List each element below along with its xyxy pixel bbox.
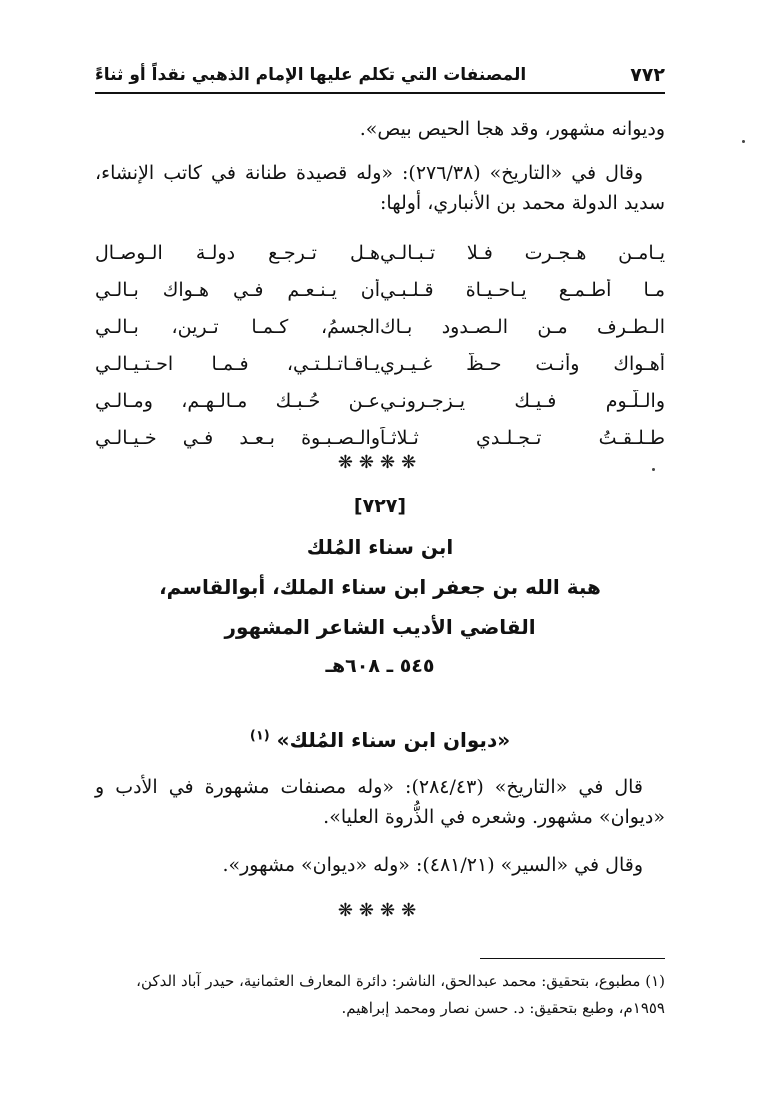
verse-second-hemistich: عـن حُـبـك مـالـهـم، ومـالـي	[95, 389, 380, 412]
print-speck	[652, 468, 655, 471]
verse-first-hemistich: يـامـن هـجـرت فـلا تـبـالـي	[380, 241, 665, 264]
paragraph-poem-intro: وقال في «التاريخ» (٢٧٦/٣٨): «وله قصيدة طنانة في كاتب الإنشاء، سديد الدولة محمد بن الأنباري، أولها:	[95, 162, 665, 214]
verse-first-hemistich: أهـواك وأنـت حـظُّ غـيـري	[380, 352, 665, 375]
paragraph-work-siyar: وقال في «السير» (٤٨١/٢١): «وله «ديوان» مشهور».	[222, 854, 643, 876]
section-separator: ❋❋❋❋	[337, 452, 423, 473]
footnote-marker: (١)	[249, 728, 270, 744]
section-separator: ❋❋❋❋	[337, 900, 423, 921]
verse-first-hemistich: الـطـرف مـن الـصـدود بـاك	[380, 315, 665, 338]
verse-second-hemistich: أن يـنـعـم فـي هـواك بـالـي	[95, 278, 380, 301]
print-speck	[742, 140, 745, 143]
poem-verse	[95, 234, 665, 271]
verse-first-hemistich: طـلـقـتُ تـجـلـدي ثـلاثـاً	[380, 426, 665, 449]
work-title: «ديوان ابن سناء المُلك»	[276, 728, 511, 752]
poem-verse	[95, 345, 665, 382]
entry-full-name: هبة الله بن جعفر ابن سناء الملك، أبوالقاسم،	[159, 575, 601, 599]
poem	[95, 234, 665, 456]
entry-number: [٧٢٧]	[353, 495, 407, 517]
paragraph-continuation: وديوانه مشهور، وقد هجا الحيص بيص».	[359, 118, 665, 140]
verse-second-hemistich: يـاقـاتـلـتـي، فـمـا احـتـيـالـي	[95, 352, 380, 375]
running-title: المصنفات التي تكلم عليها الإمام الذهبي نقداً أو ثناءً	[95, 65, 527, 85]
poem-verse	[95, 271, 665, 308]
entry-dates: ٥٤٥ ـ ٦٠٨هـ	[325, 655, 435, 677]
page-header	[95, 58, 665, 94]
poem-verse	[95, 308, 665, 345]
footnote: (١) مطبوع، بتحقيق: محمد عبدالحق، الناشر: دائرة المعارف العثمانية، حيدر آباد الدكن، ١٩٥٩م، وطبع بتحقيق: د. حسن نصار ومحمد إبراهيم.	[136, 972, 665, 1017]
paragraph-work-tarikh: قال في «التاريخ» (٢٨٤/٤٣): «وله مصنفات مشهورة في الأدب و «ديوان» مشهور. وشعره في الذُّروة العليا».	[95, 776, 665, 828]
footnote-rule	[480, 958, 665, 959]
entry-name: ابن سناء المُلك	[306, 535, 454, 559]
verse-second-hemistich: الجسمُ، كـمـا تـرين، بـالـي	[95, 315, 380, 338]
poem-verse	[95, 382, 665, 419]
verse-first-hemistich: مـا أطـمـع يـاحـيـاة قـلـبـي	[380, 278, 665, 301]
work-title-line	[95, 728, 665, 752]
page-number: ٧٧٢	[630, 64, 665, 86]
poem-verse	[95, 419, 665, 456]
verse-first-hemistich: والـلُّـوم فـيـك يـزجـرونـي	[380, 389, 665, 412]
verse-second-hemistich: هـل تـرجـع دولـة الـوصـال	[95, 241, 380, 264]
entry-description: القاضي الأديب الشاعر المشهور	[224, 615, 536, 639]
verse-second-hemistich: والـصـبـوة بـعـد فـي خـيـالـي	[95, 426, 380, 449]
